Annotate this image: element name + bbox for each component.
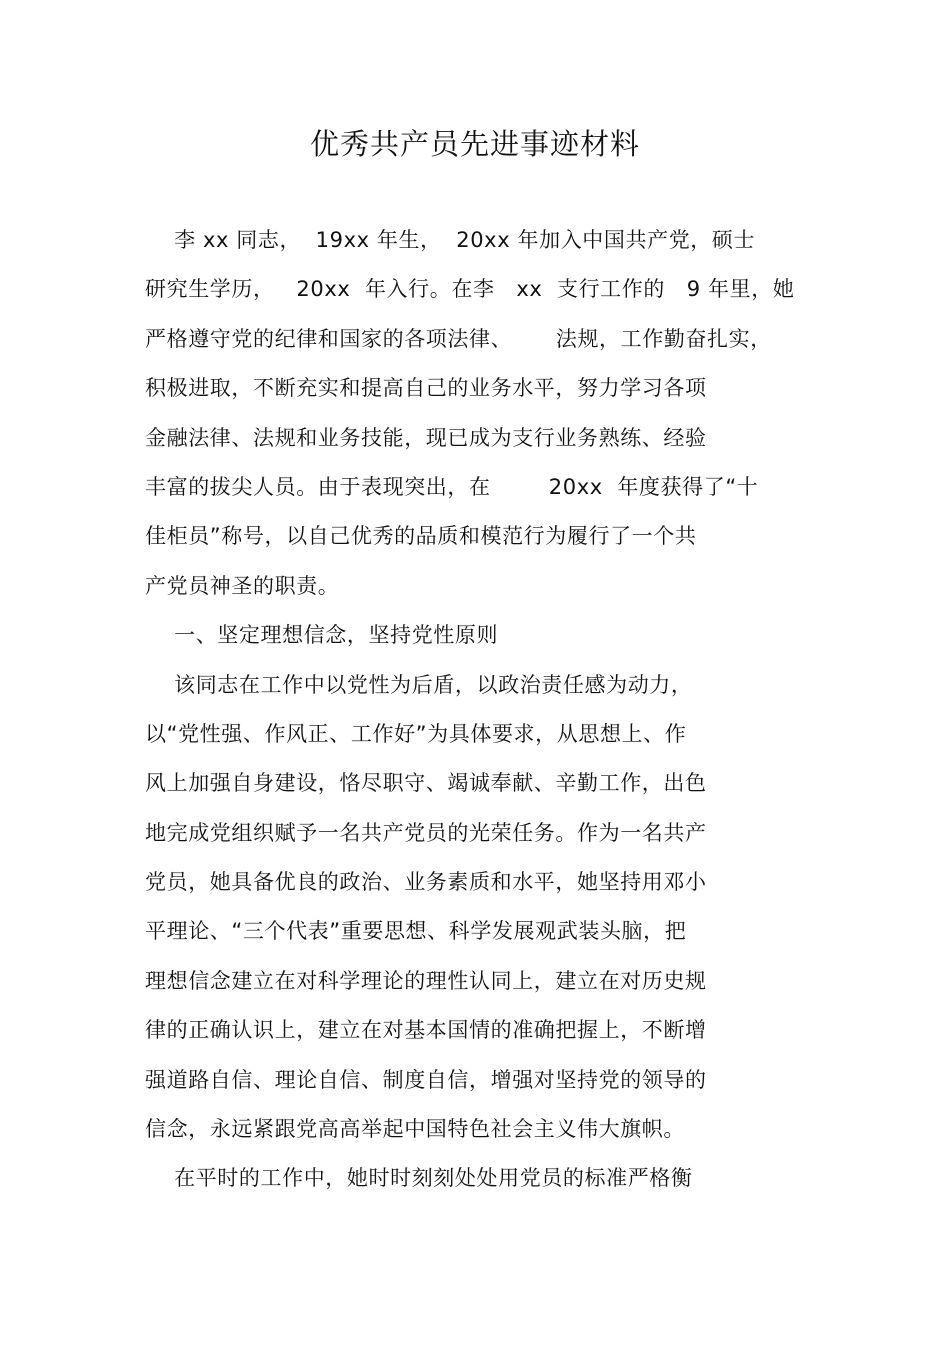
body-line: 研究生学历， 20xx 年入行。在李 xx 支行工作的 9 年里，她 xyxy=(145,277,795,302)
body-line: 产党员神圣的职责。 xyxy=(145,573,340,598)
body-line: 该同志在工作中以党性为后盾，以政治责任感为动力， xyxy=(145,672,693,697)
document-title: 优秀共产员先进事迹材料 xyxy=(309,127,640,161)
body-line: 平理论、“三个代表”重要思想、科学发展观武装头脑，把 xyxy=(145,919,687,944)
body-line: 金融法律、法规和业务技能，现已成为支行业务熟练、经验 xyxy=(145,425,707,450)
body-line: 积极进取，不断充实和提高自己的业务水平，努力学习各项 xyxy=(145,376,707,401)
body-line: 强道路自信、理论自信、制度自信，增强对坚持党的领导的 xyxy=(145,1067,707,1092)
body-line: 风上加强自身建设，恪尽职守、竭诚奉献、辛勤工作，出色 xyxy=(145,771,707,796)
body-line: 李 xx 同志， 19xx 年生， 20xx 年加入中国共产党，硕士 xyxy=(145,228,756,252)
body-line: 以“党性强、作风正、工作好”为具体要求，从思想上、作 xyxy=(145,721,687,746)
body-line: 严格遵守党的纪律和国家的各项法律、 法规，工作勤奋扎实， xyxy=(145,326,772,351)
section-heading: 一、坚定理想信念，坚持党性原则 xyxy=(145,623,499,648)
document-body xyxy=(145,216,845,1204)
body-line: 信念，永远紧跟党高高举起中国特色社会主义伟大旗帜。 xyxy=(145,1117,685,1142)
body-line: 理想信念建立在对科学理论的理性认同上，建立在对历史规 xyxy=(145,968,707,993)
body-line: 律的正确认识上，建立在对基本国情的准确把握上，不断增 xyxy=(145,1018,707,1043)
body-line: 党员，她具备优良的政治、业务素质和水平，她坚持用邓小 xyxy=(145,870,707,895)
body-line: 地完成党组织赋予一名共产党员的光荣任务。作为一名共产 xyxy=(145,820,707,845)
body-line: 在平时的工作中，她时时刻刻处处用党员的标准严格衡 xyxy=(145,1166,693,1191)
body-line: 佳柜员”称号，以自己优秀的品质和模范行为履行了一个共 xyxy=(145,524,697,549)
body-line: 丰富的拔尖人员。由于表现突出，在 20xx 年度获得了“十 xyxy=(145,474,759,499)
